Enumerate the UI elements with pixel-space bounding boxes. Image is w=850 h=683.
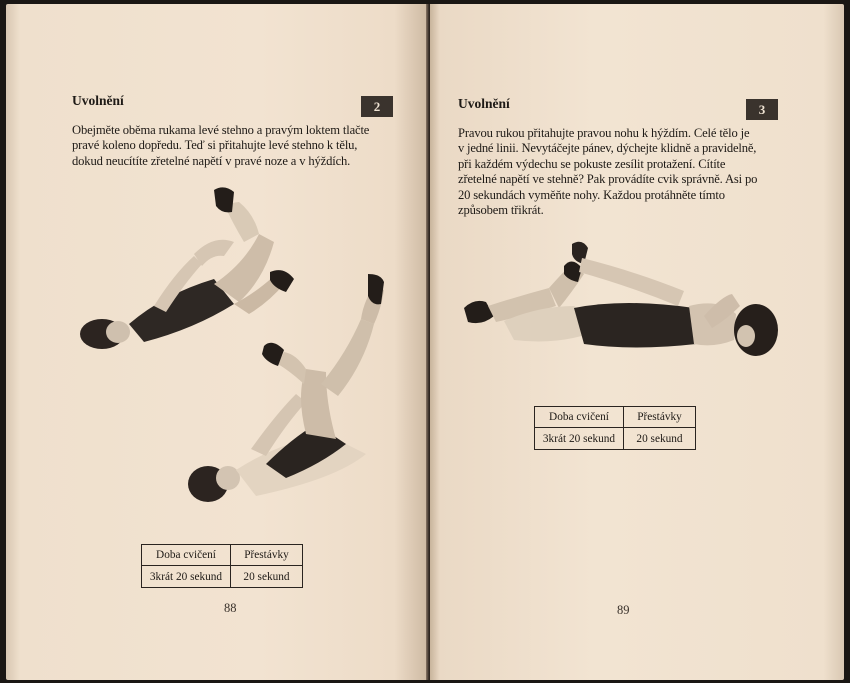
text-line: zřetelné napětí ve stehně? Pak provádíte cvik správně. Asi po xyxy=(458,172,758,187)
text-line: Obejměte oběma rukama levé stehno a pravým loktem tlačte xyxy=(72,123,370,137)
left-page-instructions xyxy=(72,123,402,169)
text-line: při každém výdechu se pokuste zesílit protažení. Cítíte xyxy=(458,156,726,171)
exercise-photo-3 xyxy=(464,236,784,366)
exercise-number-badge: 3 xyxy=(746,99,778,120)
exercise-photo-2 xyxy=(186,274,386,509)
right-page xyxy=(430,4,844,680)
left-exercise-table xyxy=(141,544,303,588)
table-value-duration: 3krát 20 sekund xyxy=(535,428,624,450)
text-line: dokud neucítíte zřetelné napětí v pravé noze a v hýždích. xyxy=(72,153,351,168)
text-line: v jedné linii. Nevytáčejte pánev, dýchejte klidně a pravidelně, xyxy=(458,141,757,156)
table-value-breaks: 20 sekund xyxy=(624,428,696,450)
left-page xyxy=(6,4,428,680)
table-value-duration: 3krát 20 sekund xyxy=(142,566,231,588)
text-line: 20 sekundách vyměňte nohy. Každou protáhněte tímto xyxy=(458,187,725,202)
table-header-breaks: Přestávky xyxy=(231,545,303,566)
table-value-breaks: 20 sekund xyxy=(231,566,303,588)
right-page-heading: Uvolnění xyxy=(458,96,510,111)
text-line: pravé koleno dopředu. Teď si přitahujte levé stehno k tělu, xyxy=(72,138,358,153)
exercise-number-badge: 2 xyxy=(361,96,393,117)
book-spread xyxy=(6,4,844,680)
right-exercise-table xyxy=(534,406,696,450)
text-line: Pravou rukou přitahujte pravou nohu k hýždím. Celé tělo je xyxy=(458,126,750,140)
page-number: 88 xyxy=(224,601,237,615)
table-header-duration: Doba cvičení xyxy=(535,407,624,428)
right-page-instructions xyxy=(458,126,788,218)
table-header-breaks: Přestávky xyxy=(624,407,696,428)
text-line: způsobem třikrát. xyxy=(458,203,544,218)
left-page-heading: Uvolnění xyxy=(72,93,124,108)
page-number: 89 xyxy=(617,603,630,617)
table-header-duration: Doba cvičení xyxy=(142,545,231,566)
